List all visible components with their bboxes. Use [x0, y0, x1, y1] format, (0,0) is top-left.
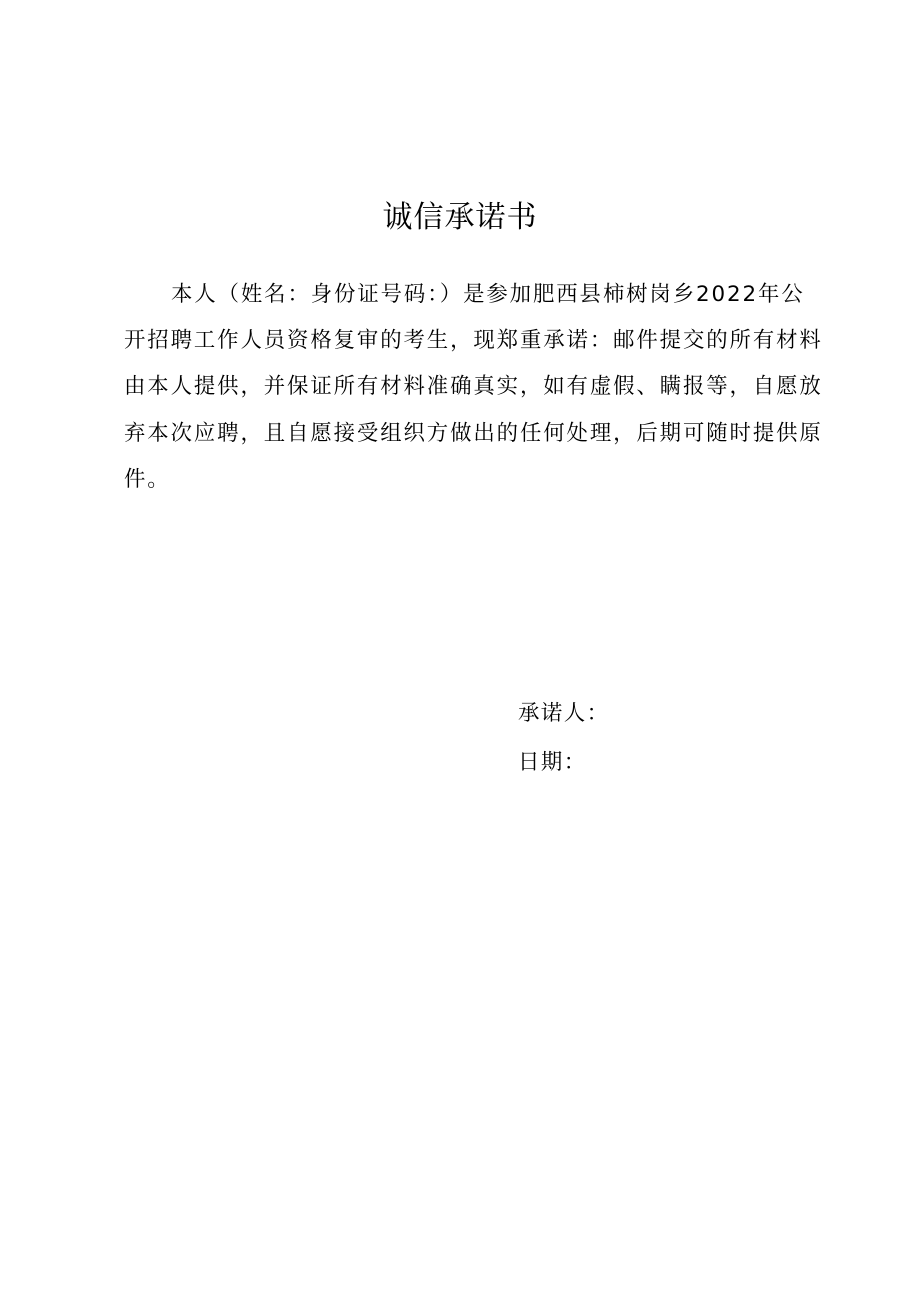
document-title: 诚信承诺书 — [382, 200, 538, 236]
commitment-paragraph — [124, 272, 823, 503]
paragraph-line-4: 弃本次应聘，且自愿接受组织方做出的任何处理，后期可随时提供原 — [124, 420, 823, 446]
paragraph-line-1: 本人（姓名：身份证号码：）是参加肥西县柿树岗乡2022年公 — [171, 282, 805, 307]
paragraph-line-5: 件。 — [124, 466, 171, 492]
date-label: 日期： — [518, 750, 587, 775]
promisor-label: 承诺人： — [518, 701, 610, 726]
paragraph-line-3: 由本人提供，并保证所有材料准确真实，如有虚假、瞒报等，自愿放 — [124, 374, 823, 400]
paragraph-line-2: 开招聘工作人员资格复审的考生，现郑重承诺：邮件提交的所有材料 — [124, 328, 823, 354]
